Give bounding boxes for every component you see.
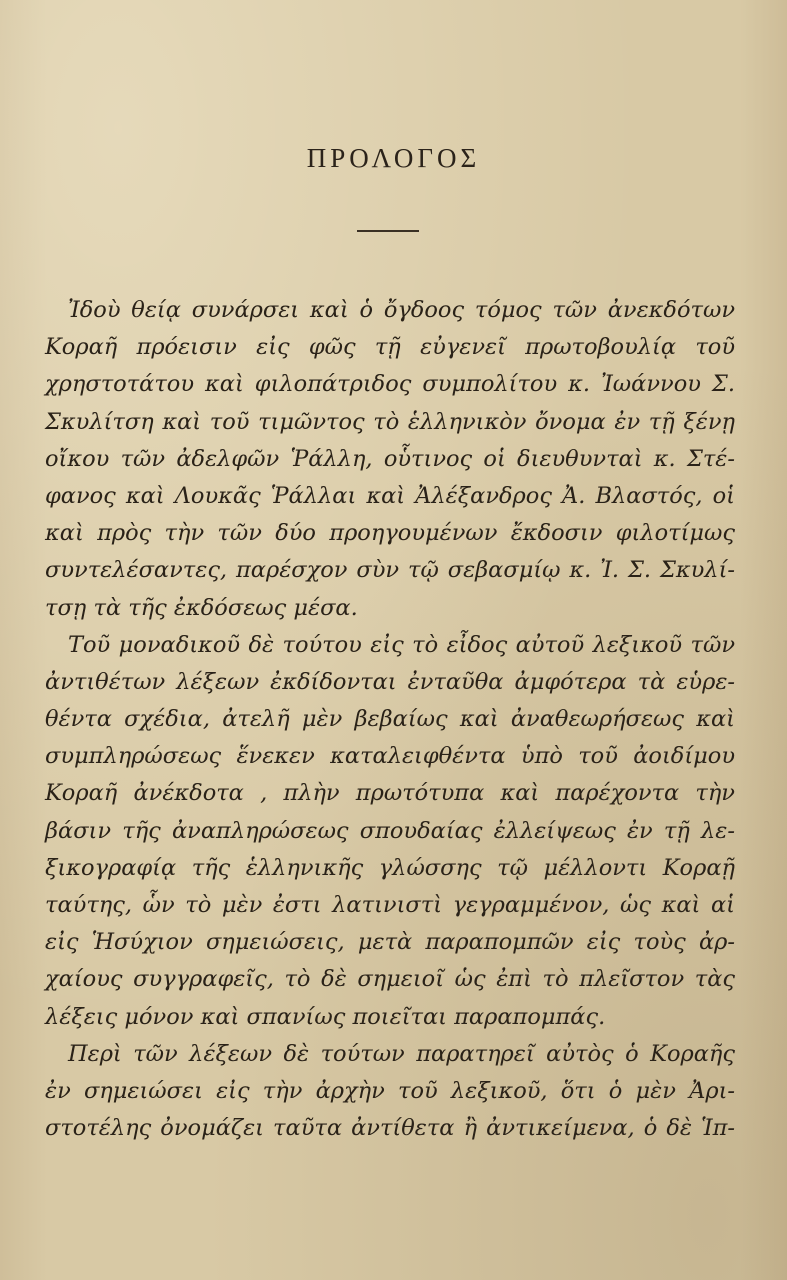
body-text <box>45 292 735 1147</box>
text-line: ἐν σημειώσει εἰς τὴν ἀρχὴν τοῦ λεξικοῦ, ὅτι ὁ μὲν Ἀρι- <box>45 1077 735 1104</box>
text-line: Κοραῆ ἀνέκδοτα , πλὴν πρωτότυπα καὶ παρέχοντα τὴν <box>45 780 735 807</box>
title-divider <box>357 230 419 232</box>
text-line: ταύτης, ὧν τὸ μὲν ἐστι λατινιστὶ γεγραμμένον, ὡς καὶ αἱ <box>45 892 735 918</box>
text-line: στοτέλης ὀνομάζει ταῦτα ἀντίθετα ἢ ἀντικείμενα, ὁ δὲ Ἱπ- <box>45 1115 735 1142</box>
text-line: Κοραῆ πρόεισιν εἰς φῶς τῇ εὐγενεῖ πρωτοβουλίᾳ τοῦ <box>45 334 735 361</box>
text-line: καὶ πρὸς τὴν τῶν δύο προηγουμένων ἔκδοσιν φιλοτίμως <box>45 520 735 547</box>
text-line: φανος καὶ Λουκᾶς Ῥάλλαι καὶ Ἀλέξανδρος Ἀ. Βλαστός, οἱ <box>45 482 735 509</box>
text-line: λέξεις μόνον καὶ σπανίως ποιεῖται παραπομπάς. <box>45 1003 606 1030</box>
text-line: οἴκου τῶν ἀδελφῶν Ῥάλλη, οὗτινος οἱ διευθυνταὶ κ. Στέ- <box>45 445 735 472</box>
text-line: χρηστοτάτου καὶ φιλοπάτριδος συμπολίτου κ. Ἰωάννου Σ. <box>45 371 735 398</box>
text-line: Ἰδοὺ θείᾳ συνάρσει καὶ ὁ ὄγδοος τόμος τῶν ἀνεκδότων <box>68 297 735 323</box>
text-line: θέντα σχέδια, ἀτελῆ μὲν βεβαίως καὶ ἀναθεωρήσεως καὶ <box>45 706 735 733</box>
page-title: ΠΡΟΛΟΓΟΣ <box>306 143 481 173</box>
text-line: τσῃ τὰ τῆς ἐκδόσεως μέσα. <box>45 594 358 621</box>
text-line: βάσιν τῆς ἀναπληρώσεως σπουδαίας ἐλλείψεως ἐν τῇ λε- <box>45 817 735 844</box>
text-line: συντελέσαντες, παρέσχον σὺν τῷ σεβασμίῳ κ. Ἰ. Σ. Σκυλί- <box>45 557 735 584</box>
text-line: Περὶ τῶν λέξεων δὲ τούτων παρατηρεῖ αὐτὸς ὁ Κοραῆς <box>68 1040 735 1067</box>
text-line: εἰς Ἡσύχιον σημειώσεις, μετὰ παραπομπῶν εἰς τοὺς ἀρ- <box>45 929 735 956</box>
text-line: ἀντιθέτων λέξεων ἐκδίδονται ἐνταῦθα ἀμφότερα τὰ εὑρε- <box>45 668 735 695</box>
text-line: Τοῦ μοναδικοῦ δὲ τούτου εἰς τὸ εἶδος αὐτοῦ λεξικοῦ τῶν <box>68 631 735 658</box>
text-line: Σκυλίτση καὶ τοῦ τιμῶντος τὸ ἑλληνικὸν ὄνομα ἐν τῇ ξένῃ <box>45 408 735 435</box>
text-line: χαίους συγγραφεῖς, τὸ δὲ σημειοῖ ὡς ἐπὶ τὸ πλεῖστον τὰς <box>45 966 735 993</box>
text-line: ξικογραφίᾳ τῆς ἑλληνικῆς γλώσσης τῷ μέλλοντι Κοραῇ <box>45 854 735 881</box>
text-line: συμπληρώσεως ἕνεκεν καταλειφθέντα ὑπὸ τοῦ ἀοιδίμου <box>45 743 735 770</box>
